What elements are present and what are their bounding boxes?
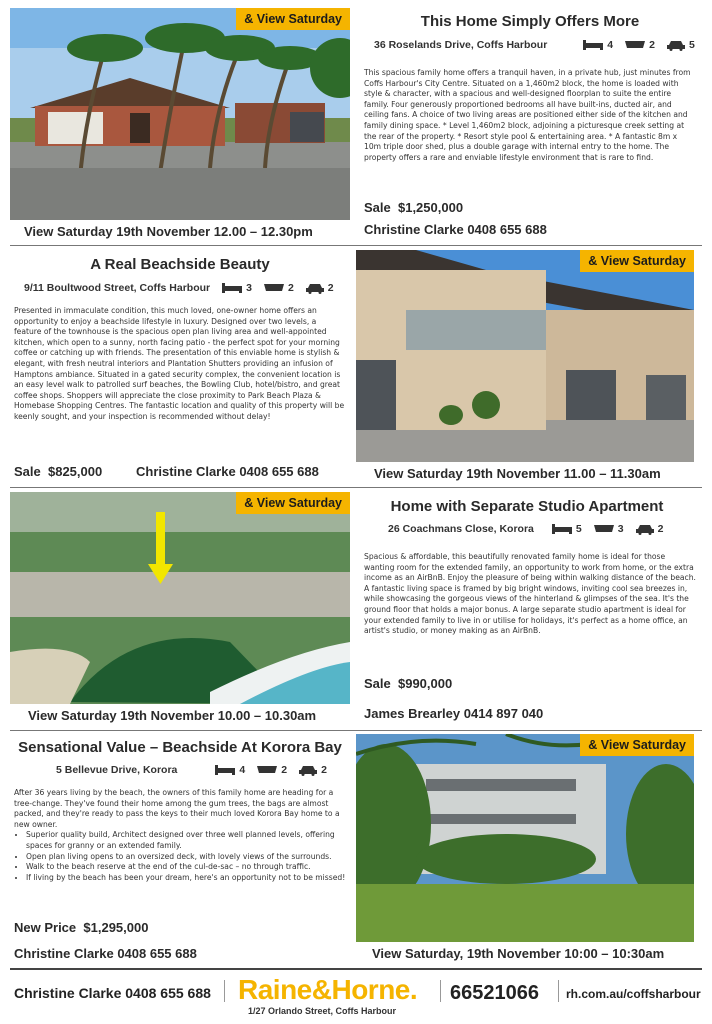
footer-website[interactable]: rh.com.au/coffsharbour xyxy=(566,987,701,1001)
townhouse-photo-image xyxy=(356,250,694,462)
bath-feature: 2 xyxy=(625,39,655,51)
listing-2-description: Presented in immaculate condition, this much loved, one-owner home offers an opportunity to enjoy a beachside lifestyle in luxury. Designed over two levels, a feature of the townhouse is the spacious open plan living area and well-appointed kitchen, which open to a sunny, north facing patio - the perfect spot for your morning coffee or catching up with friends. The presentation of this enviable home is stylish & elegant, with fresh neutral interiors and Plantation Shutters providing an infusion of Hamptons ambiance. Situated in a gated security complex, the convenient location is an easy level walk to patrolled surf beaches, the Bowling Club, hotel/bistro, and great coffee shops. Shoppers will appreciate the close proximity to Park Beach Plaza & Homebase Shopping Centres. The fantastic location and quality of this property will be keenly sought, and your inspection is recommended without delay! xyxy=(14,306,345,421)
bath-feature: 2 xyxy=(257,764,287,776)
bed-icon xyxy=(552,524,572,534)
listing-4-view-time: View Saturday, 19th November 10:00 – 10:30am xyxy=(372,946,665,961)
footer-separator xyxy=(558,980,559,1002)
view-saturday-badge: & View Saturday xyxy=(580,734,694,756)
listing-2-view-time: View Saturday 19th November 11.00 – 11.30am xyxy=(374,466,661,481)
list-item: • If living by the beach has been your dream, here's an opportunity not to be missed! xyxy=(26,873,346,884)
divider xyxy=(10,730,702,731)
car-icon xyxy=(667,40,685,51)
list-item: • Superior quality build, Architect designed over three well planned levels, offering spaces for granny or an extended family. xyxy=(26,830,346,851)
listing-1-view-time: View Saturday 19th November 12.00 – 12.30pm xyxy=(24,224,313,239)
car-icon xyxy=(636,524,654,535)
listing-1-title: This Home Simply Offers More xyxy=(420,13,640,30)
listing-2-address-row xyxy=(24,282,334,294)
bed-feature: 4 xyxy=(583,39,613,51)
bed-icon xyxy=(215,765,235,775)
bath-feature: 2 xyxy=(264,282,294,294)
listing-4-address-row xyxy=(56,764,327,776)
listing-1-photo xyxy=(10,8,350,220)
footer-separator xyxy=(440,980,441,1002)
listing-4-feature-list xyxy=(26,830,346,883)
listing-4-address: 5 Bellevue Drive, Korora xyxy=(56,764,178,776)
bed-feature: 5 xyxy=(552,523,582,535)
footer xyxy=(10,970,702,1020)
listing-3-view-time: View Saturday 19th November 10.00 – 10.30am xyxy=(28,708,317,723)
footer-office-address: 1/27 Orlando Street, Coffs Harbour xyxy=(248,1006,397,1016)
listing-3-title: Home with Separate Studio Apartment xyxy=(390,498,664,515)
listing-1-address-row xyxy=(374,39,695,51)
divider xyxy=(10,487,702,488)
bed-icon xyxy=(222,283,242,293)
bath-feature: 3 xyxy=(594,523,624,535)
car-icon xyxy=(299,765,317,776)
divider xyxy=(10,245,702,246)
listing-4-agent: Christine Clarke 0408 655 688 xyxy=(14,946,197,961)
listing-3-agent: James Brearley 0414 897 040 xyxy=(364,706,544,721)
listing-4-title: Sensational Value – Beachside At Korora Bay xyxy=(18,739,342,756)
listing-4-photo xyxy=(356,734,694,942)
listing-3-address-row xyxy=(388,523,663,535)
bed-feature: 3 xyxy=(222,282,252,294)
list-item: • Open plan living opens to an oversized deck, with lovely views of the surrounds. xyxy=(26,852,346,863)
bath-icon xyxy=(594,524,614,534)
listing-1-address: 36 Roselands Drive, Coffs Harbour xyxy=(374,39,548,51)
bath-icon xyxy=(625,40,645,50)
view-saturday-badge: & View Saturday xyxy=(580,250,694,272)
footer-separator xyxy=(224,980,225,1002)
view-saturday-badge: & View Saturday xyxy=(236,8,350,30)
listing-3-address: 26 Coachmans Close, Korora xyxy=(388,523,534,535)
car-feature: 5 xyxy=(667,39,695,51)
listing-1-agent: Christine Clarke 0408 655 688 xyxy=(364,222,547,237)
listing-2-address: 9/11 Boultwood Street, Coffs Harbour xyxy=(24,282,211,294)
bath-icon xyxy=(264,283,284,293)
listing-4-description: After 36 years living by the beach, the owners of this family home are heading for a tree-change. They've found their home among the gum trees, the bags are almost packed, and they're ready to pass the keys to their much loved Korora Bay home to a new owner. • Superior quality build, Architect designed over three well planned levels, offering spaces for granny or an extended family. • Open plan living opens to an oversized deck, with lovely views of the surrounds. • Walk to the beach reserve at the end of the cul-de-sac – no through traffic. • If living by the beach has been your dream, here's an opportunity not to be missed! xyxy=(14,788,346,883)
listing-3-description: Spacious & affordable, this beautifully renovated family home is ideal for those wanting room for the extended family, an opportunity to work from home, or the extra income as an AirBnB. Enjoy the pleasure of being within walking distance of the beach. A fantastic living space is framed by big bright windows, inviting cool sea breezes in, while showcasing the gorgeous views of the hinterland & glimpses of the sea. It's the ground floor that holds a major bonus. A large separate studio apartment is ideal for your extended family to live in or utilise for holidays, it's perfect as a home office, an artist's studio, or money making as an AirBnB. xyxy=(364,552,696,636)
listing-3-price: Sale $990,000 xyxy=(364,676,453,691)
house-photo-image xyxy=(10,8,350,220)
listing-1-description: This spacious family home offers a tranquil haven, in a private hub, just minutes from Coffs Harbour's City Centre. Situated on a 1,460m2 block, the home is loaded with style & character, with a spacious and well-designed floorplan to suite the entire family. Four generously proportioned bedrooms all have built-ins, ducted air, and ceiling fans. A choice of two living areas are positioned either side of the kitchen and family dining space. * Level 1,460m2 block, adjoining a picturesque creek setting at the rear of the property. * Resort style pool & entertaining area. * A fantastic 8m x 10m triple door shed, plus a double garage with internal entry to the home. The property offers a rare and enviable lifestyle environment that is rare to find. xyxy=(364,68,691,162)
footer-agent: Christine Clarke 0408 655 688 xyxy=(14,985,211,1001)
aerial-photo-image xyxy=(10,492,350,704)
garden-house-photo-image xyxy=(356,734,694,942)
view-saturday-badge: & View Saturday xyxy=(236,492,350,514)
listing-2-photo xyxy=(356,250,694,462)
car-feature: 2 xyxy=(636,523,664,535)
listing-2-title: A Real Beachside Beauty xyxy=(90,256,270,273)
bed-icon xyxy=(583,40,603,50)
car-feature: 2 xyxy=(306,282,334,294)
footer-phone: 66521066 xyxy=(450,982,539,1004)
car-icon xyxy=(306,283,324,294)
list-item: • Walk to the beach reserve at the end of the cul-de-sac – no through traffic. xyxy=(26,862,346,873)
listing-2-agent: Christine Clarke 0408 655 688 xyxy=(136,464,319,479)
bed-feature: 4 xyxy=(215,764,245,776)
bath-icon xyxy=(257,765,277,775)
listing-3-photo xyxy=(10,492,350,704)
listing-4-price: New Price $1,295,000 xyxy=(14,920,149,935)
listing-2-price: Sale $825,000 xyxy=(14,464,103,479)
listing-1-price: Sale $1,250,000 xyxy=(364,200,464,215)
car-feature: 2 xyxy=(299,764,327,776)
raine-horne-logo: Raine&Horne. xyxy=(238,974,418,1005)
